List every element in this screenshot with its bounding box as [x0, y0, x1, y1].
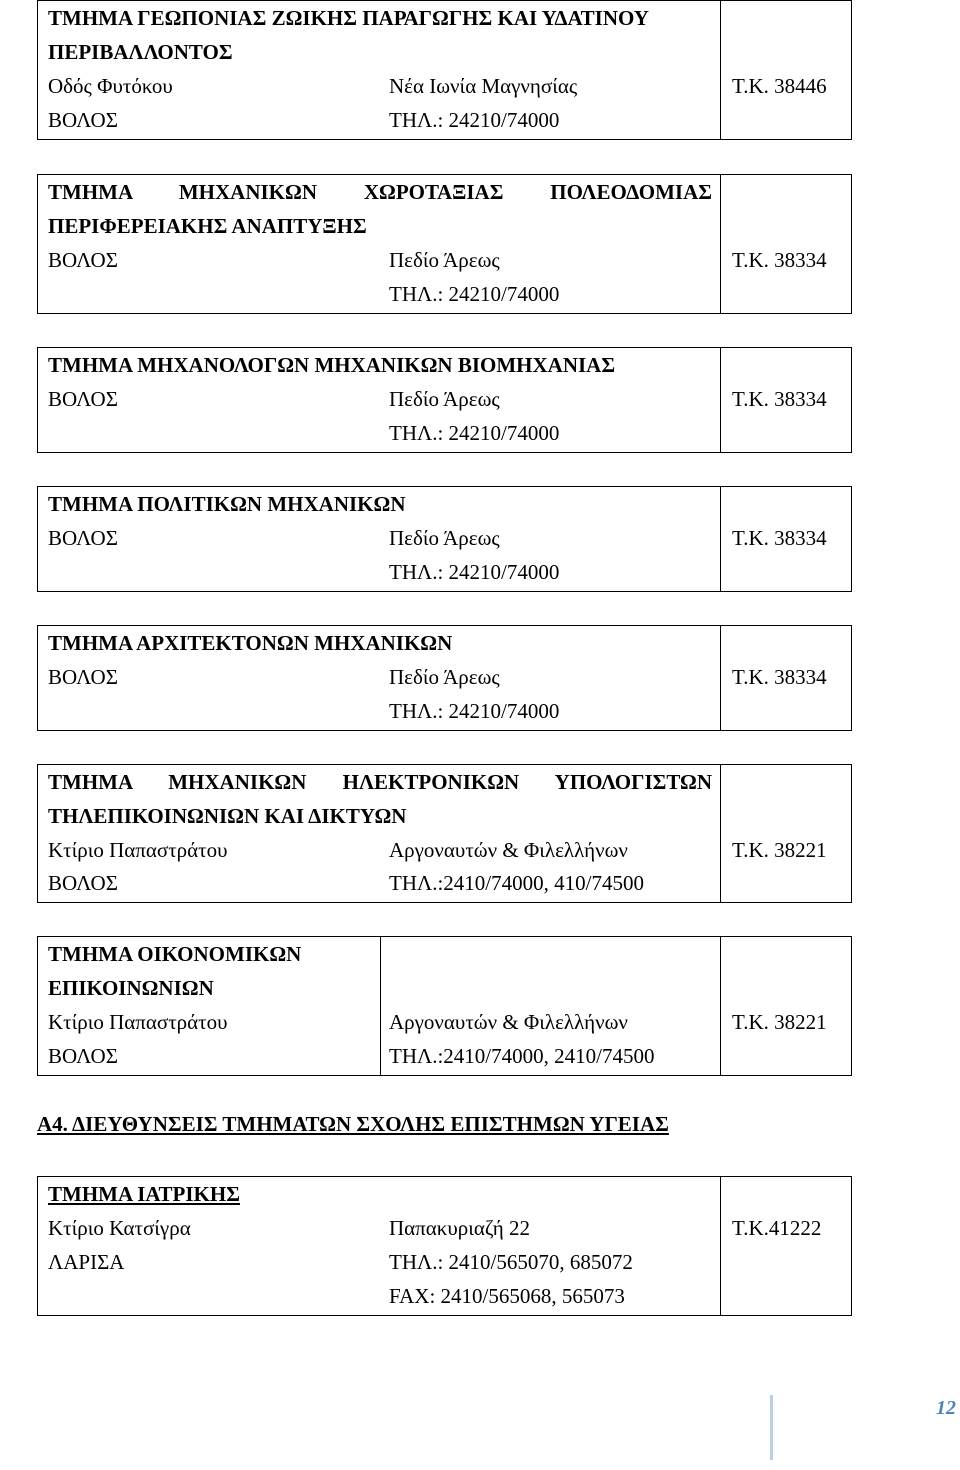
postal-code: Τ.Κ. 38221 — [732, 1010, 827, 1034]
phone: ΤΗΛ.:2410/74000, 2410/74500 — [389, 1044, 655, 1068]
city: ΒΟΛΟΣ — [48, 387, 118, 411]
department-table-mechanical — [37, 347, 852, 453]
department-table-medicine — [37, 1176, 852, 1316]
phone: ΤΗΛ.: 24210/74000 — [389, 699, 560, 723]
postal-code: Τ.Κ. 38221 — [732, 838, 827, 862]
phone: ΤΗΛ.: 24210/74000 — [389, 282, 560, 306]
department-table-architecture — [37, 625, 852, 731]
page-number: 12 — [936, 1397, 956, 1419]
area: Νέα Ιωνία Μαγνησίας — [389, 74, 578, 98]
department-name: ΠΕΡΙΦΕΡΕΙΑΚΗΣ ΑΝΑΠΤΥΞΗΣ — [48, 214, 367, 238]
city: ΒΟΛΟΣ — [48, 1044, 118, 1068]
department-name: ΤΜΗΜΑ ΠΟΛΙΤΙΚΩΝ ΜΗΧΑΝΙΚΩΝ — [48, 492, 406, 516]
postal-code: Τ.Κ. 38446 — [732, 74, 827, 98]
phone: ΤΗΛ.:2410/74000, 410/74500 — [389, 871, 644, 895]
street-address: Οδός Φυτόκου — [48, 74, 173, 98]
department-table-agriculture — [37, 0, 852, 140]
department-name: ΤΜΗΜΑ ΜΗΧΑΝΟΛΟΓΩΝ ΜΗΧΑΝΙΚΩΝ ΒΙΟΜΗΧΑΝΙΑΣ — [48, 353, 616, 377]
city: ΒΟΛΟΣ — [48, 871, 118, 895]
column-divider — [720, 765, 721, 902]
department-name: ΠΕΡΙΒΑΛΛΟΝΤΟΣ — [48, 40, 233, 64]
area: Πεδίο Άρεως — [389, 387, 500, 411]
department-table-planning — [37, 174, 852, 314]
postal-code: Τ.Κ.41222 — [732, 1216, 822, 1240]
column-divider — [720, 487, 721, 591]
city: ΒΟΛΟΣ — [48, 248, 118, 272]
department-table-civil — [37, 486, 852, 592]
column-divider — [720, 937, 721, 1075]
postal-code: Τ.Κ. 38334 — [732, 248, 827, 272]
building: Κτίριο Παπαστράτου — [48, 1010, 228, 1034]
department-name: ΤΜΗΜΑ ΑΡΧΙΤΕΚΤΟΝΩΝ ΜΗΧΑΝΙΚΩΝ — [48, 631, 453, 655]
street-address: Παπακυριαζή 22 — [389, 1216, 530, 1240]
column-divider — [380, 937, 381, 1075]
postal-code: Τ.Κ. 38334 — [732, 665, 827, 689]
city: ΛΑΡΙΣΑ — [48, 1250, 125, 1274]
department-name: ΤΜΗΜΑ ΜΗΧΑΝΙΚΩΝ ΗΛΕΚΤΡΟΝΙΚΩΝ ΥΠΟΛΟΓΙΣΤΩΝ — [48, 770, 712, 794]
department-name: ΕΠΙΚΟΙΝΩΝΙΩΝ — [48, 976, 214, 1000]
column-divider — [720, 626, 721, 730]
street-address: Αργοναυτών & Φιλελλήνων — [389, 1010, 628, 1034]
column-divider — [720, 1, 721, 139]
city: ΒΟΛΟΣ — [48, 665, 118, 689]
phone: ΤΗΛ.: 24210/74000 — [389, 560, 560, 584]
building: Κτίριο Κατσίγρα — [48, 1216, 191, 1240]
page-number-divider — [770, 1395, 773, 1460]
fax: FAX: 2410/565068, 565073 — [389, 1284, 625, 1308]
department-table-computer — [37, 764, 852, 903]
department-name: ΤΜΗΜΑ ΜΗΧΑΝΙΚΩΝ ΧΩΡΟΤΑΞΙΑΣ ΠΟΛΕΟΔΟΜΙΑΣ — [48, 180, 712, 204]
street-address: Αργοναυτών & Φιλελλήνων — [389, 838, 628, 862]
city: ΒΟΛΟΣ — [48, 108, 118, 132]
column-divider — [720, 175, 721, 313]
column-divider — [720, 348, 721, 452]
section-heading: Α4. ΔΙΕΥΘΥΝΣΕΙΣ ΤΜΗΜΑΤΩΝ ΣΧΟΛΗΣ ΕΠΙΣΤΗΜΩΝ ΥΓΕΙΑΣ — [37, 1112, 669, 1136]
department-table-economics — [37, 936, 852, 1076]
department-name: ΤΜΗΜΑ ΟΙΚΟΝΟΜΙΚΩΝ — [48, 942, 302, 966]
phone: ΤΗΛ.: 2410/565070, 685072 — [389, 1250, 633, 1274]
column-divider — [720, 1177, 721, 1315]
area: Πεδίο Άρεως — [389, 248, 500, 272]
department-name: ΤΜΗΜΑ ΙΑΤΡΙΚΗΣ — [48, 1182, 240, 1206]
building: Κτίριο Παπαστράτου — [48, 838, 228, 862]
department-name: ΤΜΗΜΑ ΓΕΩΠΟΝΙΑΣ ΖΩΙΚΗΣ ΠΑΡΑΓΩΓΗΣ ΚΑΙ ΥΔΑΤΙΝΟΥ — [48, 6, 649, 30]
phone: ΤΗΛ.: 24210/74000 — [389, 421, 560, 445]
department-name: ΤΗΛΕΠΙΚΟΙΝΩΝΙΩΝ ΚΑΙ ΔΙΚΤΥΩΝ — [48, 804, 407, 828]
postal-code: Τ.Κ. 38334 — [732, 387, 827, 411]
city: ΒΟΛΟΣ — [48, 526, 118, 550]
area: Πεδίο Άρεως — [389, 526, 500, 550]
phone: ΤΗΛ.: 24210/74000 — [389, 108, 560, 132]
area: Πεδίο Άρεως — [389, 665, 500, 689]
postal-code: Τ.Κ. 38334 — [732, 526, 827, 550]
